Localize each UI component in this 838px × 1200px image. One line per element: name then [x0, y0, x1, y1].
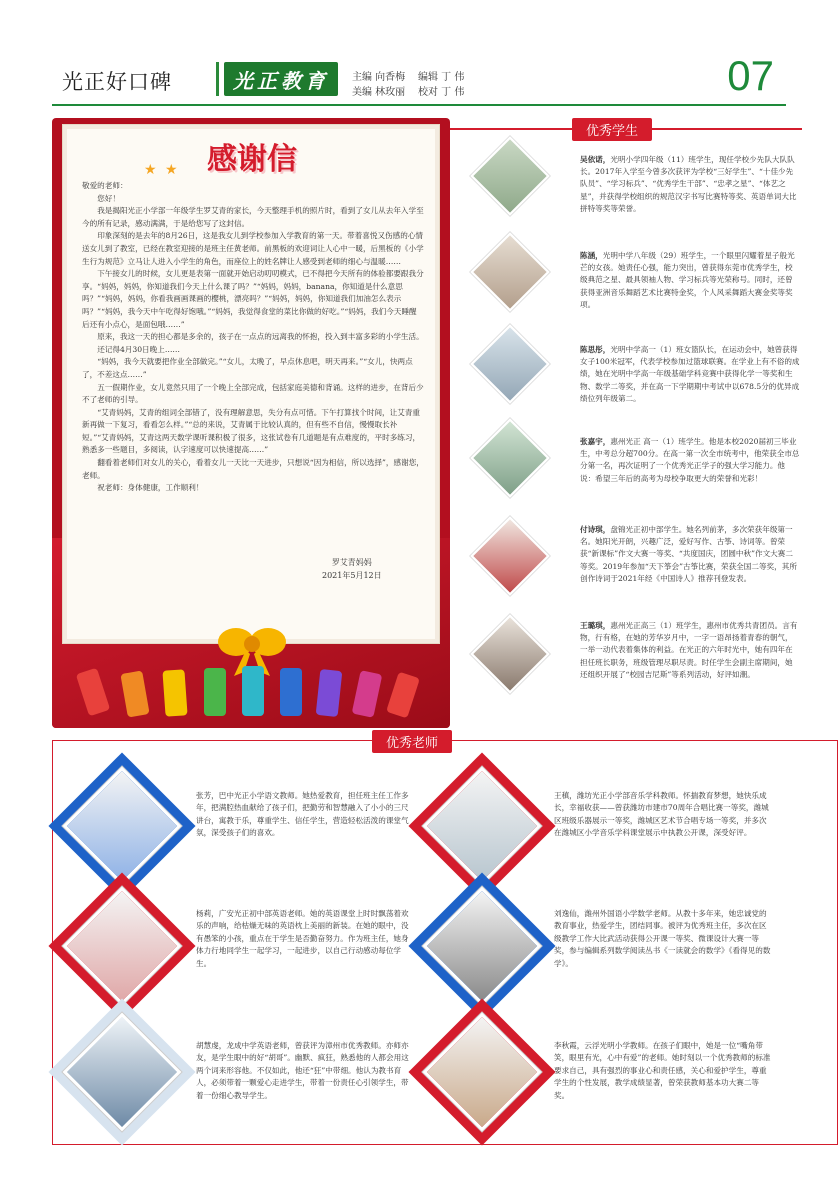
student-bio — [580, 620, 800, 681]
header-divider — [216, 62, 219, 96]
letter-paragraph: 下午接女儿的时候，女儿更是表第一面就开始启动叨叨模式，已不得把今天所有的体验都要跟我分享。“妈妈，妈妈，你知道我们今天上什么课了吗？”“妈妈，妈妈，banana，你知道是什么意思吗？”“妈妈，妈妈，你看我画画课画的樱桃，漂亮吗？”“妈妈，妈妈，你知道我们加油怎么表示吗？”“妈妈，我今天中午吃得好饱哦。”“妈妈，我觉得食堂的菜比你做的好吃。”“妈妈，我们今天睡醒后还有小点心，是面包哦……” — [82, 269, 424, 329]
student-description: 惠州光正高三（1）班学生，惠州市优秀共青团员。言有物，行有格，在她的芳华岁月中，一字一语昂扬着青春的朝气，一举一动代表着集体的利益。在光正的六年时光中，她有四年在担任班长职务，班级管理尽职尽责。时任学生会副主席期间，她还组织开展了“校园吉尼斯”等系列活动，好评如潮。 — [580, 621, 798, 679]
letter-hello: 您好！ — [97, 193, 120, 203]
student-name: 陈思彤， — [580, 345, 611, 354]
teachers-section-label: 优秀老师 — [372, 730, 452, 753]
student-bio — [580, 524, 800, 585]
teacher-bio: 胡慧虔，龙成中学英语老师，曾获评为漳州市优秀教师。亦师亦友，是学生眼中的好“胡哥”。幽默、疯狂，熟悉他的人都会用这两个词来形容他。不仅如此，他还“狂”中带细。他认为教书育人，必须带着一颗爱心走进学生，带着一份责任心引领学生，带着一份细心教导学生。 — [196, 1041, 409, 1100]
letter-paragraph: 祝老师：身体健康，工作顺利！ — [97, 483, 204, 493]
letter-signature: 罗艾青妈妈 — [331, 558, 372, 567]
staff-credits-2 — [418, 70, 464, 100]
student-name: 陈涵， — [580, 251, 603, 260]
students-section-label: 优秀学生 — [572, 118, 652, 141]
student-photo — [470, 232, 549, 311]
student-bio — [580, 344, 800, 405]
editor-label: 主编 向香梅 — [352, 72, 406, 83]
thank-you-letter — [52, 118, 450, 728]
student-description: 光明中学八年级（29）班学生，一个眼里闪耀着星子般光芒的女孩。她责任心强，能力突出，曾获得东莞市优秀学生，校级典范之星、最具领袖人物、学习标兵等光荣称号。同时，还曾获得亚洲音乐舞蹈艺术比赛特金奖，个人风采舞蹈大赛金奖等奖项。 — [580, 251, 795, 309]
art-editor-label: 美编 林玫丽 — [352, 87, 406, 98]
student-photo — [470, 614, 549, 693]
student-photo — [470, 324, 549, 403]
student-bio — [580, 154, 800, 215]
letter-paragraph: 还记得4月30日晚上…… — [97, 344, 181, 354]
proofreader-label: 校对 丁 伟 — [418, 87, 465, 98]
student-name: 张嘉宇， — [580, 437, 611, 446]
letter-paragraph: 原来，我这一天的担心都是多余的，孩子在一点点的远离我的怀抱，投入到丰富多彩的小学生活。 — [97, 332, 424, 342]
stars-decoration: ★ ★ — [144, 162, 180, 178]
letter-date: 2021年5月12日 — [322, 571, 382, 580]
teacher-bio: 张芳，巴中光正小学语文教师。她热爱教育，担任班主任工作多年，把满腔热血献给了孩子们，把勤劳和智慧融入了小小的三尺讲台，寓教于乐，尊重学生、信任学生，营造轻松活泼的课堂气氛，深受孩子们的喜欢。 — [196, 791, 409, 838]
crayon-characters-icon — [52, 666, 450, 728]
letter-paragraph: 翻看着老师们对女儿的关心，看着女儿一天比一天进步，只想说“因为相信，所以选择”，感谢您，老师。 — [82, 458, 424, 480]
page-title: 光正好口碑 — [62, 70, 172, 94]
letter-paragraph: “妈妈，我今天就要把作业全部做完。”“女儿，太晚了，早点休息吧，明天再来。”“女儿，快两点了，不差这点……” — [82, 357, 413, 379]
student-description: 盘锦光正初中部学生。她名列前茅，多次荣获年级第一名。她阳光开朗，兴趣广泛，爱好写作、古筝、诗词等。曾荣获“新课标”作文大赛一等奖、“共度国庆，团圆中秋”作文大赛二等奖。2019年参加“天下筝会”古筝比赛，荣获全国二等奖，其所创作诗词于2021年经《中国诗人》推荐刊登发表。 — [580, 525, 797, 583]
letter-signature-block — [322, 556, 382, 582]
teacher-bio: 杨莉，广安光正初中部英语老师。她的英语课堂上时时飘荡着欢乐的声响，给枯燥无味的英语枕上美丽的新装。在她的眼中，没有愚笨的小孩，重点在于学生是否勤奋努力。作为班主任，她身体力行地同学生一起学习，一起进步，以自己行动感动每位学生。 — [196, 909, 409, 968]
letter-paragraph: 我是揭阳光正小学部一年级学生罗艾青的家长，今天整理手机的照片时，看到了女儿从去年入学至今的所有记录，感动满满，于是给您写了这封信。 — [82, 206, 424, 228]
teacher-bio: 王稹，潍坊光正小学部音乐学科教师。怀揣教育梦想，她快乐成长，幸福收获——曾获潍坊市建市70周年合唱比赛一等奖，潍城区班级乐器展示一等奖，潍城区艺术节合唱专场一等奖，并多次在潍城区小学音乐学科课堂展示中执教公开课，深受好评。 — [554, 791, 769, 838]
student-description: 惠州光正 高一（1）班学生。他是本校2020届初三毕业生，中考总分超700分。在高一第一次全市统考中，他荣获全市总分第一名，再次证明了一个优秀光正学子的强大学习能力。他说：希望三年后的高考为母校争取更大的荣誉和光彩！ — [580, 437, 800, 483]
letter-paragraph: 印象深刻的是去年的8月26日，这是我女儿到学校参加入学教育的第一天。带着喜悦又伤感的心情送女儿到了教室，已经在教室迎接的是班主任黄老师。前黑板的欢迎词让人心中一暖，后黑板的《小学生行为规范》立马让人进入小学生的角色，而座位上的姓名牌让人感受到老师的细心与温暖…… — [82, 231, 424, 266]
letter-paragraph: 五一假期作业，女儿竟然只用了一个晚上全部完成，包括家庭美德和背诵。这样的进步，在背后少不了老师的引导。 — [82, 382, 424, 405]
letter-body — [82, 180, 424, 495]
student-name: 付诗琪， — [580, 525, 611, 534]
student-bio — [580, 436, 800, 485]
student-photo — [470, 136, 549, 215]
student-description: 光明小学四年级（11）班学生，现任学校少先队大队队长。2017年入学至今曾多次获评为学校“三好学生”、“十佳少先队员”、“学习标兵”、“优秀学生干部”、“忠孝之星”、“体艺之星”，并获得学校组织的规范汉字书写比赛特等奖、英语单词大比拼特等奖等荣誉。 — [580, 155, 797, 213]
staff-credits-1 — [352, 70, 405, 100]
page-number: 07 — [727, 52, 774, 99]
student-photo — [470, 418, 549, 497]
student-name: 王璐琪， — [580, 621, 611, 630]
header-rule — [52, 104, 786, 106]
teacher-bio: 刘逸仙，潍州外国语小学数学老师。从教十多年来，她忠诚党的教育事业，热爱学生，团结同事。被评为优秀班主任，多次在区级教学工作大比武活动获得公开课一等奖、微课设计大赛一等奖，参与编辑系列数学阅读丛书《一读就会的数学》《看得见的数学》。 — [554, 909, 771, 968]
letter-paragraph: “艾青妈妈，艾青的组词全部错了，没有理解意思，失分有点可惜。下午打算找个时间，让艾青重新再做一下复习，看看怎么样。”“总的来说，艾青属于比较认真的，但有些不自信，慢慢取长补短。”“艾青妈妈，艾青这两天数学课听课积极了很多，这张试卷有几道题是有点难度的，平时多练习，熟悉多一些题目，多阅读，认字速度可以快速提高……” — [82, 407, 421, 455]
sub-editor-label: 编辑 丁 伟 — [418, 72, 465, 83]
school-logo: 光正教育 — [224, 62, 338, 96]
letter-greeting: 敬爱的老师： — [82, 181, 128, 190]
student-photo — [470, 516, 549, 595]
teacher-bio: 李秋霞，云浮光明小学教师。在孩子们眼中，她是一位“嘴角带笑，眼里有光，心中有爱”的老师。她时刻以一个优秀教师的标准要求自己，具有强烈的事业心和责任感，关心和爱护学生，尊重学生的个性发展，教学成绩显著，曾荣获教师基本功大赛二等奖。 — [554, 1041, 771, 1100]
student-bio — [580, 250, 800, 311]
letter-title: 感谢信 — [207, 142, 297, 177]
student-description: 光明中学高一（1）班女篮队长，在运动会中，她曾获得女子100米冠军，代表学校参加过篮球联赛。在学业上有不俗的成绩，她在光明中学高一年级基础学科竞赛中获得化学一等奖和生物、数学二等奖，并在高一下学期期中考试中以678.5分的优异成绩位列年级第二。 — [580, 345, 800, 403]
student-name: 吴依诺， — [580, 155, 611, 164]
